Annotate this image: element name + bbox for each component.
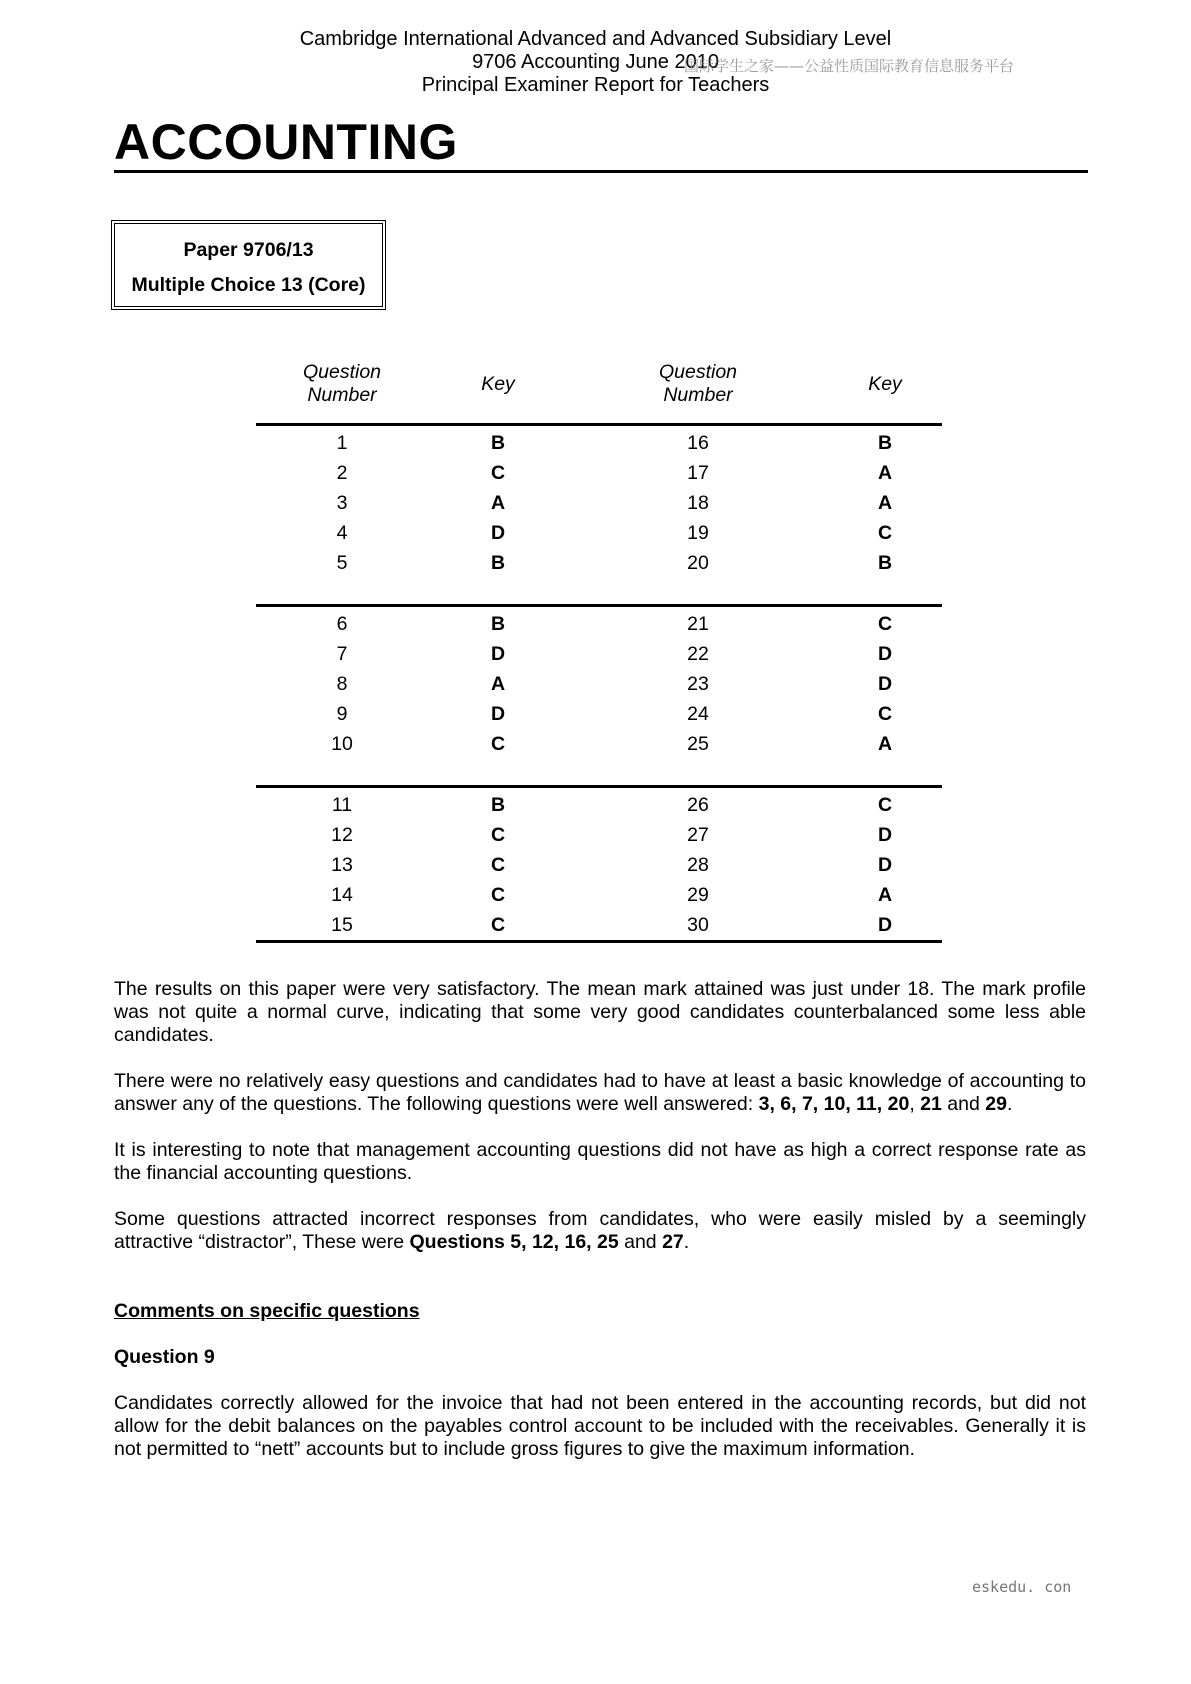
paragraph-results: The results on this paper were very satisfactory. The mean mark attained was just under 18. The mark profile was not quite a normal curve, indicating that some very good candidates counterbalanced some less able candidates. (114, 978, 1086, 1046)
header-key-2: Key (828, 355, 942, 425)
header-question-word: Question (658, 361, 738, 383)
period-text: . (683, 1231, 690, 1253)
key-cell: A (490, 673, 506, 695)
key-cell: D (877, 673, 893, 695)
paragraph-well-answered (114, 1070, 1086, 1116)
header-line-3: Principal Examiner Report for Teachers (421, 74, 770, 96)
header-number-word: Number (663, 384, 733, 406)
paragraph-text: Some questions attracted incorrect responses from candidates, who were easily misled by a seemingly attractive “distractor”, These were (114, 1208, 1086, 1253)
question-number-cell: 30 (568, 910, 828, 942)
footer-text: eskedu. con (972, 1578, 1072, 1596)
header-line-1: Cambridge International Advanced and Advanced Subsidiary Level (299, 28, 892, 50)
key-cell: C (428, 910, 568, 942)
key-cell: D (828, 910, 942, 942)
key-cell: D (877, 824, 893, 846)
key-cell: B (490, 432, 506, 454)
period-text: . (1006, 1093, 1013, 1115)
question-number-cell: 27 (687, 824, 709, 846)
question-9-text: Candidates correctly allowed for the invoice that had not been entered in the accounting records, but did not allow for the debit balances on the payables control account to be included with the receivables. Generally it is not permitted to “nett” accounts but to include gross figures to give the maximum information. (114, 1392, 1086, 1460)
table-row (256, 699, 942, 729)
group-spacer-row (256, 578, 942, 606)
question-number-cell: 17 (687, 462, 709, 484)
key-cell: C (490, 824, 506, 846)
question-list-bold: Questions 5, 12, 16, 25 (409, 1231, 619, 1253)
table-row (256, 425, 942, 459)
paragraph-management-accounting: It is interesting to note that management accounting questions did not have as high a correct response rate as the financial accounting questions. (114, 1139, 1086, 1184)
key-cell: C (490, 884, 506, 906)
key-cell: B (490, 613, 506, 635)
question-number-cell: 11 (331, 794, 353, 816)
table-row (256, 669, 942, 699)
table-row (256, 880, 942, 910)
question-number-cell: 22 (687, 643, 709, 665)
key-cell: A (490, 492, 506, 514)
question-number-cell: 16 (687, 432, 709, 454)
question-number-cell: 1 (336, 432, 348, 454)
paper-code: Paper 9706/13 (183, 239, 314, 261)
spacer-cell (256, 759, 942, 787)
comments-heading: Comments on specific questions (114, 1300, 420, 1322)
table-row (256, 820, 942, 850)
question-number-cell: 4 (336, 522, 348, 544)
separator-text: , (909, 1093, 921, 1115)
paragraph-text: There were no relatively easy questions and candidates had to have at least a basic knowledge of accounting to answer any of the questions. The following questions were well answered: (114, 1070, 1086, 1115)
key-cell: D (490, 643, 506, 665)
key-cell: C (490, 462, 506, 484)
table-row (256, 639, 942, 669)
key-cell: A (877, 884, 893, 906)
question-number-bold: 29 (985, 1093, 1007, 1115)
key-cell: C (877, 522, 893, 544)
question-9-heading: Question 9 (114, 1346, 215, 1368)
key-cell: A (877, 492, 893, 514)
header-key-1: Key (428, 355, 568, 425)
group-spacer-row (256, 759, 942, 787)
key-cell: C (490, 733, 506, 755)
question-number-bold: 21 (920, 1093, 942, 1115)
question-list-bold: 3, 6, 7, 10, 11, 20 (758, 1093, 910, 1115)
question-number-cell: 23 (687, 673, 709, 695)
question-number-cell: 2 (336, 462, 348, 484)
table-row (256, 548, 942, 578)
question-number-cell: 10 (331, 733, 353, 755)
key-cell: B (877, 552, 893, 574)
key-cell: A (877, 462, 893, 484)
question-number-cell: 5 (336, 552, 348, 574)
key-cell: C (490, 854, 506, 876)
page-title: ACCOUNTING (114, 114, 458, 170)
spacer-cell (256, 578, 942, 606)
question-number-cell: 26 (687, 794, 709, 816)
header-question-number-1 (256, 355, 428, 425)
answer-key-table (256, 355, 942, 943)
question-number-cell: 24 (687, 703, 709, 725)
table-row (256, 787, 942, 821)
question-number-cell: 7 (336, 643, 348, 665)
table-row (256, 488, 942, 518)
question-number-cell: 28 (687, 854, 709, 876)
report-body (114, 978, 1086, 1484)
question-number-cell: 6 (336, 613, 348, 635)
table-row (256, 910, 942, 942)
header-number-word: Number (307, 384, 377, 406)
paragraph-distractor (114, 1208, 1086, 1254)
key-cell: D (877, 854, 893, 876)
key-cell: D (490, 703, 506, 725)
conjunction-text: and (941, 1093, 986, 1115)
table-row (256, 850, 942, 880)
table-row (256, 458, 942, 488)
key-cell: C (877, 613, 893, 635)
key-cell: C (877, 794, 893, 816)
question-number-cell: 8 (336, 673, 348, 695)
question-number-cell: 29 (687, 884, 709, 906)
question-number-cell: 13 (331, 854, 353, 876)
header-question-number-2 (568, 355, 828, 425)
key-cell: A (877, 733, 893, 755)
paper-box (111, 220, 386, 310)
question-number-cell: 9 (336, 703, 348, 725)
header-line-2: 9706 Accounting June 2010 (472, 51, 719, 73)
key-cell: B (490, 794, 506, 816)
table-row (256, 518, 942, 548)
key-cell: C (877, 703, 893, 725)
question-number-cell: 14 (331, 884, 353, 906)
question-number-cell: 18 (687, 492, 709, 514)
question-number-cell: 3 (336, 492, 348, 514)
question-number-cell: 12 (331, 824, 353, 846)
answer-key-body (256, 425, 942, 942)
table-row (256, 729, 942, 759)
title-rule (114, 170, 1088, 173)
key-cell: D (490, 522, 506, 544)
question-number-cell: 20 (687, 552, 709, 574)
question-number-cell: 19 (687, 522, 709, 544)
question-number-bold: 27 (662, 1231, 684, 1253)
key-cell: D (877, 643, 893, 665)
table-row (256, 606, 942, 640)
question-number-cell: 21 (687, 613, 709, 635)
question-number-cell: 25 (687, 733, 709, 755)
question-number-cell: 15 (256, 910, 428, 942)
paper-name: Multiple Choice 13 (Core) (131, 274, 366, 296)
watermark-text: 国际学生之家——公益性质国际教育信息服务平台 (684, 57, 1015, 75)
table-header-row (256, 355, 942, 425)
key-cell: B (877, 432, 893, 454)
key-cell: B (490, 552, 506, 574)
header-question-word: Question (302, 361, 382, 383)
conjunction-text: and (618, 1231, 663, 1253)
